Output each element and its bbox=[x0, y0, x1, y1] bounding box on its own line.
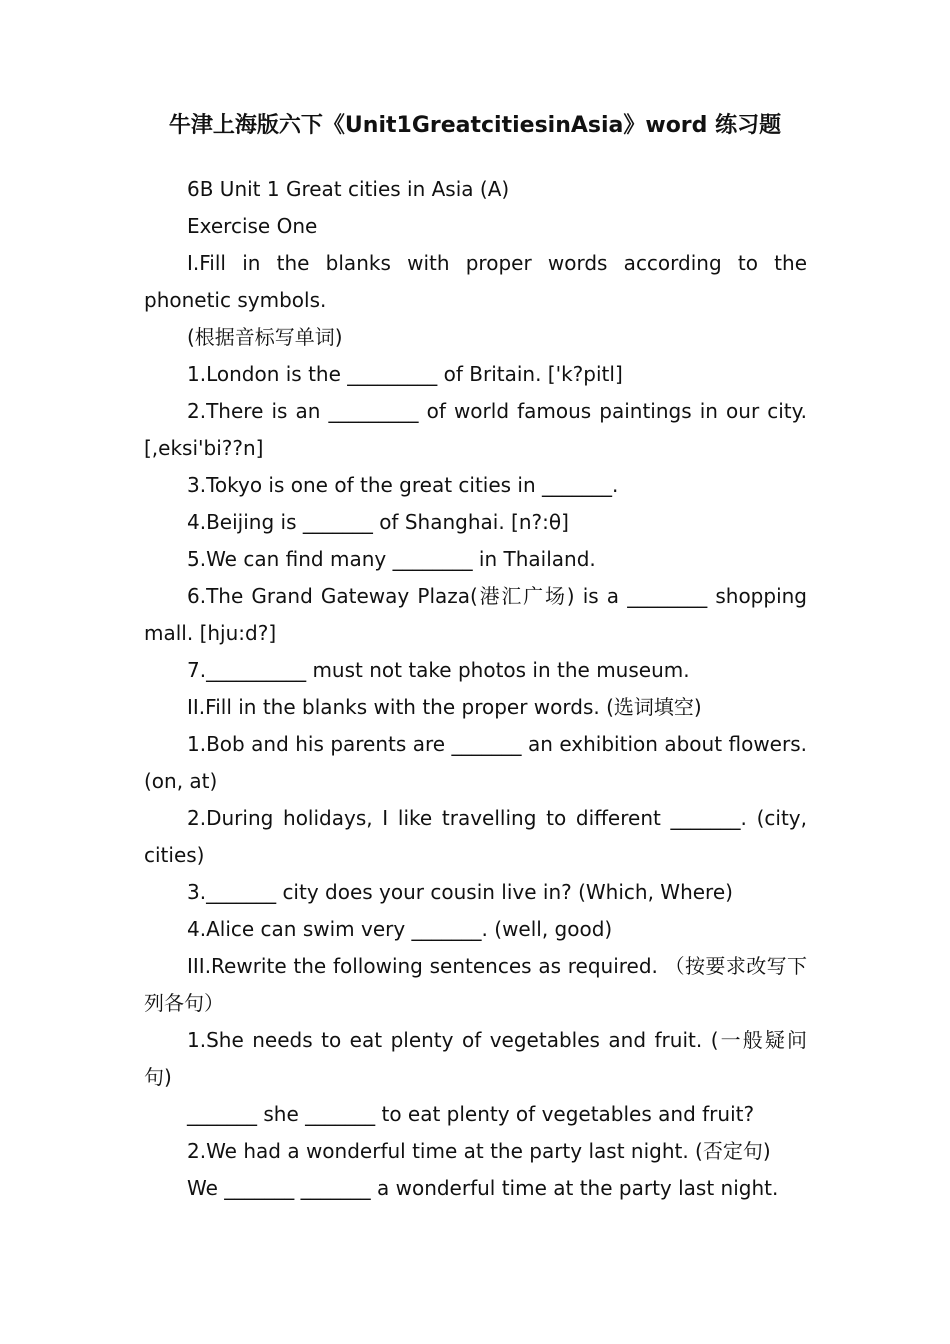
section-1-instruction-cn: (根据音标写单词) bbox=[187, 325, 343, 349]
question-line: 3._______ city does your cousin live in? (Which, Where) bbox=[187, 880, 733, 904]
question-line: 4.Alice can swim very _______. (well, good) bbox=[187, 917, 613, 941]
answer-line: _______ she _______ to eat plenty of vegetables and fruit? bbox=[187, 1102, 755, 1126]
question-line: 2.There is an _________ of world famous paintings in our city. [,eksi'bi??n] bbox=[144, 399, 807, 460]
question-line: 1.She needs to eat plenty of vegetables and fruit. (一般疑问句) bbox=[144, 1028, 807, 1089]
subtitle-line: 6B Unit 1 Great cities in Asia (A) bbox=[187, 177, 510, 201]
question-line: 1.London is the _________ of Britain. ['k?pitl] bbox=[187, 362, 623, 386]
section-3-instruction: III.Rewrite the following sentences as required. （按要求改写下列各句） bbox=[144, 954, 807, 1015]
document-title: 牛津上海版六下《Unit1GreatcitiesinAsia》word 练习题 bbox=[168, 113, 782, 138]
question-line: 1.Bob and his parents are _______ an exhibition about flowers. (on, at) bbox=[144, 732, 807, 793]
exercise-heading: Exercise One bbox=[187, 214, 318, 238]
question-line: 2.During holidays, I like travelling to different _______. (city, cities) bbox=[144, 806, 807, 867]
document-body bbox=[144, 171, 807, 1207]
question-line: 4.Beijing is _______ of Shanghai. [n?:θ] bbox=[187, 510, 569, 534]
question-line: 5.We can find many ________ in Thailand. bbox=[187, 547, 596, 571]
question-line: 6.The Grand Gateway Plaza(港汇广场) is a ________ shopping mall. [hju:d?] bbox=[144, 584, 807, 645]
section-1-instruction: I.Fill in the blanks with proper words according to the phonetic symbols. bbox=[144, 251, 807, 312]
answer-line: We _______ _______ a wonderful time at the party last night. bbox=[187, 1176, 779, 1200]
question-line: 3.Tokyo is one of the great cities in _______. bbox=[187, 473, 619, 497]
question-line: 2.We had a wonderful time at the party last night. (否定句) bbox=[187, 1139, 771, 1163]
question-line: 7.__________ must not take photos in the museum. bbox=[187, 658, 690, 682]
section-2-instruction: II.Fill in the blanks with the proper words. (选词填空) bbox=[187, 695, 702, 719]
